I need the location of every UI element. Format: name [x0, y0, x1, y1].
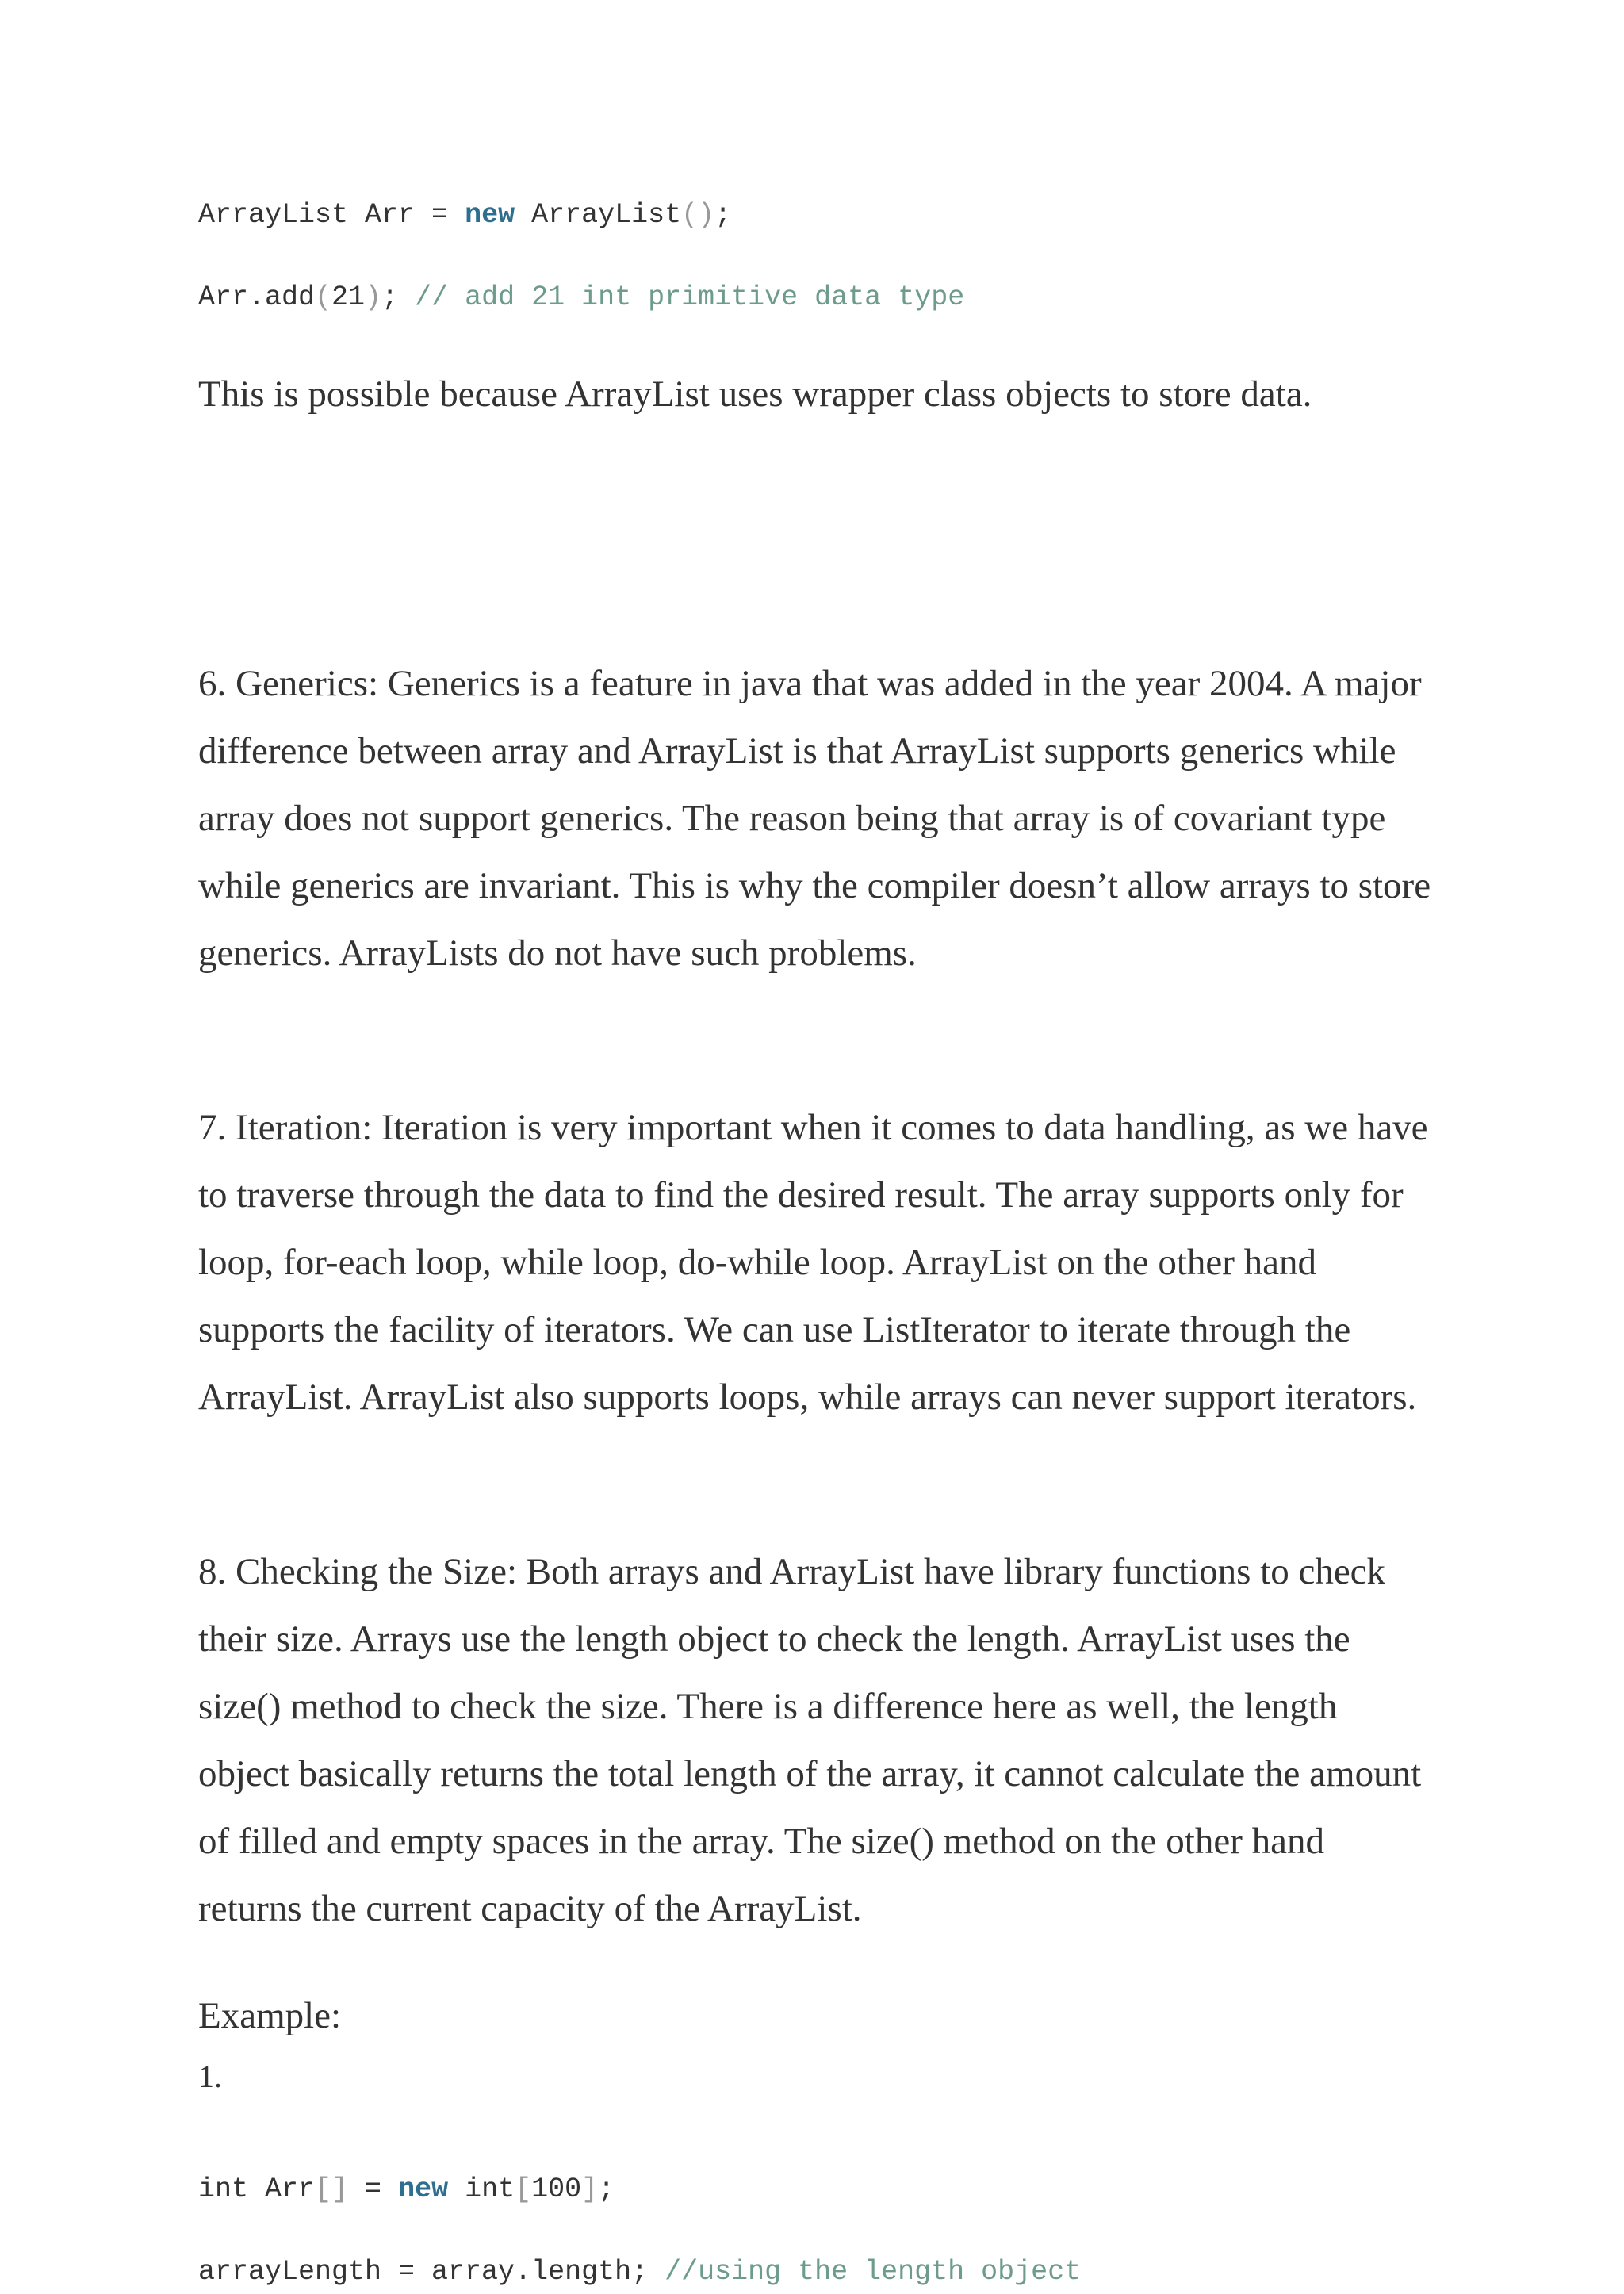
- code-text: ;: [381, 281, 416, 313]
- code-comment: //using the length object: [665, 2256, 1082, 2288]
- paragraph-iteration: 7. Iteration: Iteration is very important when it comes to data handling, as we have to traverse through the data to find the desired result. The array supports only for loop, for-each loop, while loop, do-while loop. ArrayList on the other hand supports the facility of iterators. We can use ListIterator to iterate through the ArrayList. ArrayList also supports loops, while arrays can never support iterators.: [198, 1107, 1428, 1418]
- code-keyword: new: [398, 2173, 449, 2205]
- code-block-arraylist: [198, 198, 964, 314]
- code-punctuation: (): [681, 199, 715, 231]
- code-text: Arr.add: [198, 281, 316, 313]
- code-text: int Arr: [198, 2173, 316, 2205]
- paragraph-generics: 6. Generics: Generics is a feature in java that was added in the year 2004. A major difference between array and ArrayList is that ArrayList supports generics while array does not support generics. The reason being that array is of covariant type while generics are invariant. This is why the compiler doesn’t allow arrays to store generics. ArrayLists do not have such problems.: [198, 663, 1431, 974]
- code-text: arrayLength = array.length;: [198, 2256, 665, 2288]
- code-line-declaration: [198, 198, 964, 232]
- example-label: Example:: [198, 1995, 342, 2036]
- code-text: ArrayList Arr =: [198, 199, 465, 231]
- code-number: 21: [331, 281, 366, 313]
- paragraph-checking-size: 8. Checking the Size: Both arrays and ArrayList have library functions to check their size. Arrays use the length object to check the length. ArrayList uses the size() method to check the size. There is a difference here as well, the length object basically returns the total length of the array, it cannot calculate the amount of filled and empty spaces in the array. The size() method on the other hand returns the current capacity of the ArrayList.: [198, 1551, 1422, 1929]
- code-punctuation: ): [365, 281, 382, 313]
- code-line-add: [198, 281, 964, 314]
- code-block-array-length: [198, 2173, 1081, 2288]
- code-punctuation: []: [315, 2173, 349, 2205]
- code-text: ArrayList: [515, 199, 682, 231]
- code-line-array-length: [198, 2255, 1081, 2288]
- list-number: 1.: [198, 2058, 222, 2094]
- code-text: int: [448, 2173, 515, 2205]
- code-keyword: new: [465, 199, 515, 231]
- code-text: =: [348, 2173, 399, 2205]
- code-comment: // add 21 int primitive data type: [415, 281, 965, 313]
- code-punctuation: [: [515, 2173, 532, 2205]
- code-punctuation: (: [315, 281, 332, 313]
- paragraph-wrapper-objects: This is possible because ArrayList uses wrapper class objects to store data.: [198, 373, 1312, 415]
- code-text: ;: [598, 2173, 615, 2205]
- code-number: 100: [531, 2173, 582, 2205]
- code-punctuation: ]: [581, 2173, 599, 2205]
- code-text: ;: [714, 199, 732, 231]
- code-line-int-array: [198, 2173, 1081, 2206]
